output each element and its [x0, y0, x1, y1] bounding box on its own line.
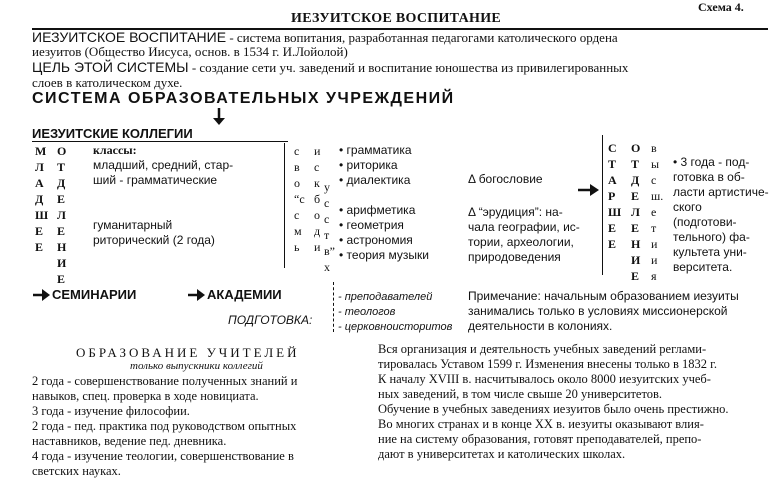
arts-list: • грамматика • риторика • диалектика • арифметика • геометрия • астрономия • теория музыки: [339, 143, 429, 262]
vertical-arts-col-2: и с к б о д и: [314, 144, 321, 254]
colleges-heading: ИЕЗУИТСКИЕ КОЛЛЕГИИ: [32, 126, 193, 141]
junior-vertical-otdelenie: О Т Д Е Л Е Н И Е: [57, 144, 67, 286]
divider-1: [284, 143, 285, 268]
seminaries-label: СЕМИНАРИИ: [52, 287, 137, 302]
teachers-subtitle: только выпускники коллегий: [130, 360, 263, 372]
preparation-divider: [333, 282, 334, 332]
intro-line-3: [32, 59, 628, 76]
triangle-icon: Δ: [468, 172, 479, 186]
senior-vertical-starshee: С Т А Р Ш Е Е: [608, 141, 622, 251]
teachers-title: ОБРАЗОВАНИЕ УЧИТЕЛЕЙ: [76, 345, 300, 360]
arrow-right-icon: [188, 288, 206, 302]
senior-vertical-otdely: О Т Д Е Л Е Н И Е: [631, 141, 641, 283]
senior-description: • 3 года - под- готовка в об- ласти артистиче- ского (подготови- тельного) фа- культета уни- верситета.: [673, 155, 769, 274]
triangle-icon: Δ: [468, 205, 479, 219]
note-block: Примечание: начальным образованием иезуиты занимались только в условиях миссионерской деятельности в колониях.: [468, 289, 739, 333]
classes-list: младший, средний, стар- ший - грамматические гуманитарный риторический (2 года): [93, 158, 234, 247]
history-block: Вся организация и деятельность учебных заведений реглами- тировалась Уставом 1599 г. Изменения внесены только в 1832 г. К началу XVIII в. насчитывалось около 8000 иезуитских учеб- ных заведений, в том числе свыше 20 университетов. Обучение в учебных заведениях иезуитов было очень престижно. Во многих странах и в конце XX в. иезуиты оказывают влия- ние на систему образования, готовят преподавателей, препо- дают в университетах и католических школах.: [378, 342, 729, 461]
erudition-block: Δ “эрудиция”: на- чала географии, ис- тории, археологии, природоведения: [468, 205, 580, 264]
intro-line-4: слоев в католическом духе.: [32, 75, 183, 90]
vertical-arts-col-1: с в о “с с м ь: [294, 144, 305, 254]
divider-2: [602, 135, 603, 275]
system-heading: СИСТЕМА ОБРАЗОВАТЕЛЬНЫХ УЧРЕЖДЕНИЙ: [32, 90, 455, 107]
page-title: ИЕЗУИТСКОЕ ВОСПИТАНИЕ: [291, 11, 502, 26]
classes-label: классы:: [93, 143, 137, 157]
teachers-list: 2 года - совершенствование полученных знаний и навыков, спец. проверка в ходе новициата. 3 года - изучение философии. 2 года - пед. практика под руководством опытных наставников, ведение пед. дневника. 4 года - изучение теологии, совершенствование в светских науках.: [32, 374, 298, 478]
intro-term-1: ИЕЗУИТСКОЕ ВОСПИТАНИЕ: [32, 29, 227, 45]
colleges-rule: [32, 141, 288, 142]
intro-term-2: ЦЕЛЬ ЭТОЙ СИСТЕМЫ: [32, 59, 189, 75]
academies-label: АКАДЕМИИ: [207, 287, 282, 302]
vertical-arts-col-3: у с с т в” х: [324, 180, 335, 274]
preparation-list: - преподавателей - теологов - церковноисторитов: [338, 291, 453, 333]
scheme-label: Схема 4.: [698, 0, 744, 14]
intro-def-1: - система вопитания, разработанная педагогами католического ордена: [226, 30, 618, 45]
intro-line-2: иезуитов (Общество Иисуса, основ. в 1534 г. И.Лойолой): [32, 44, 348, 59]
arrow-right-icon: [578, 183, 600, 197]
arrow-down-icon: [212, 108, 226, 126]
preparation-label: ПОДГОТОВКА:: [228, 313, 313, 327]
junior-vertical-mladshie: М Л А Д Ш Е Е: [35, 144, 49, 254]
senior-vertical-mini: в ы с ш. е т и и я: [651, 141, 664, 283]
theology-item: Δ богословие: [468, 172, 543, 186]
arrow-right-icon: [33, 288, 51, 302]
intro-def-2: - создание сети уч. заведений и воспитание юношества из привилегированных: [188, 60, 629, 75]
